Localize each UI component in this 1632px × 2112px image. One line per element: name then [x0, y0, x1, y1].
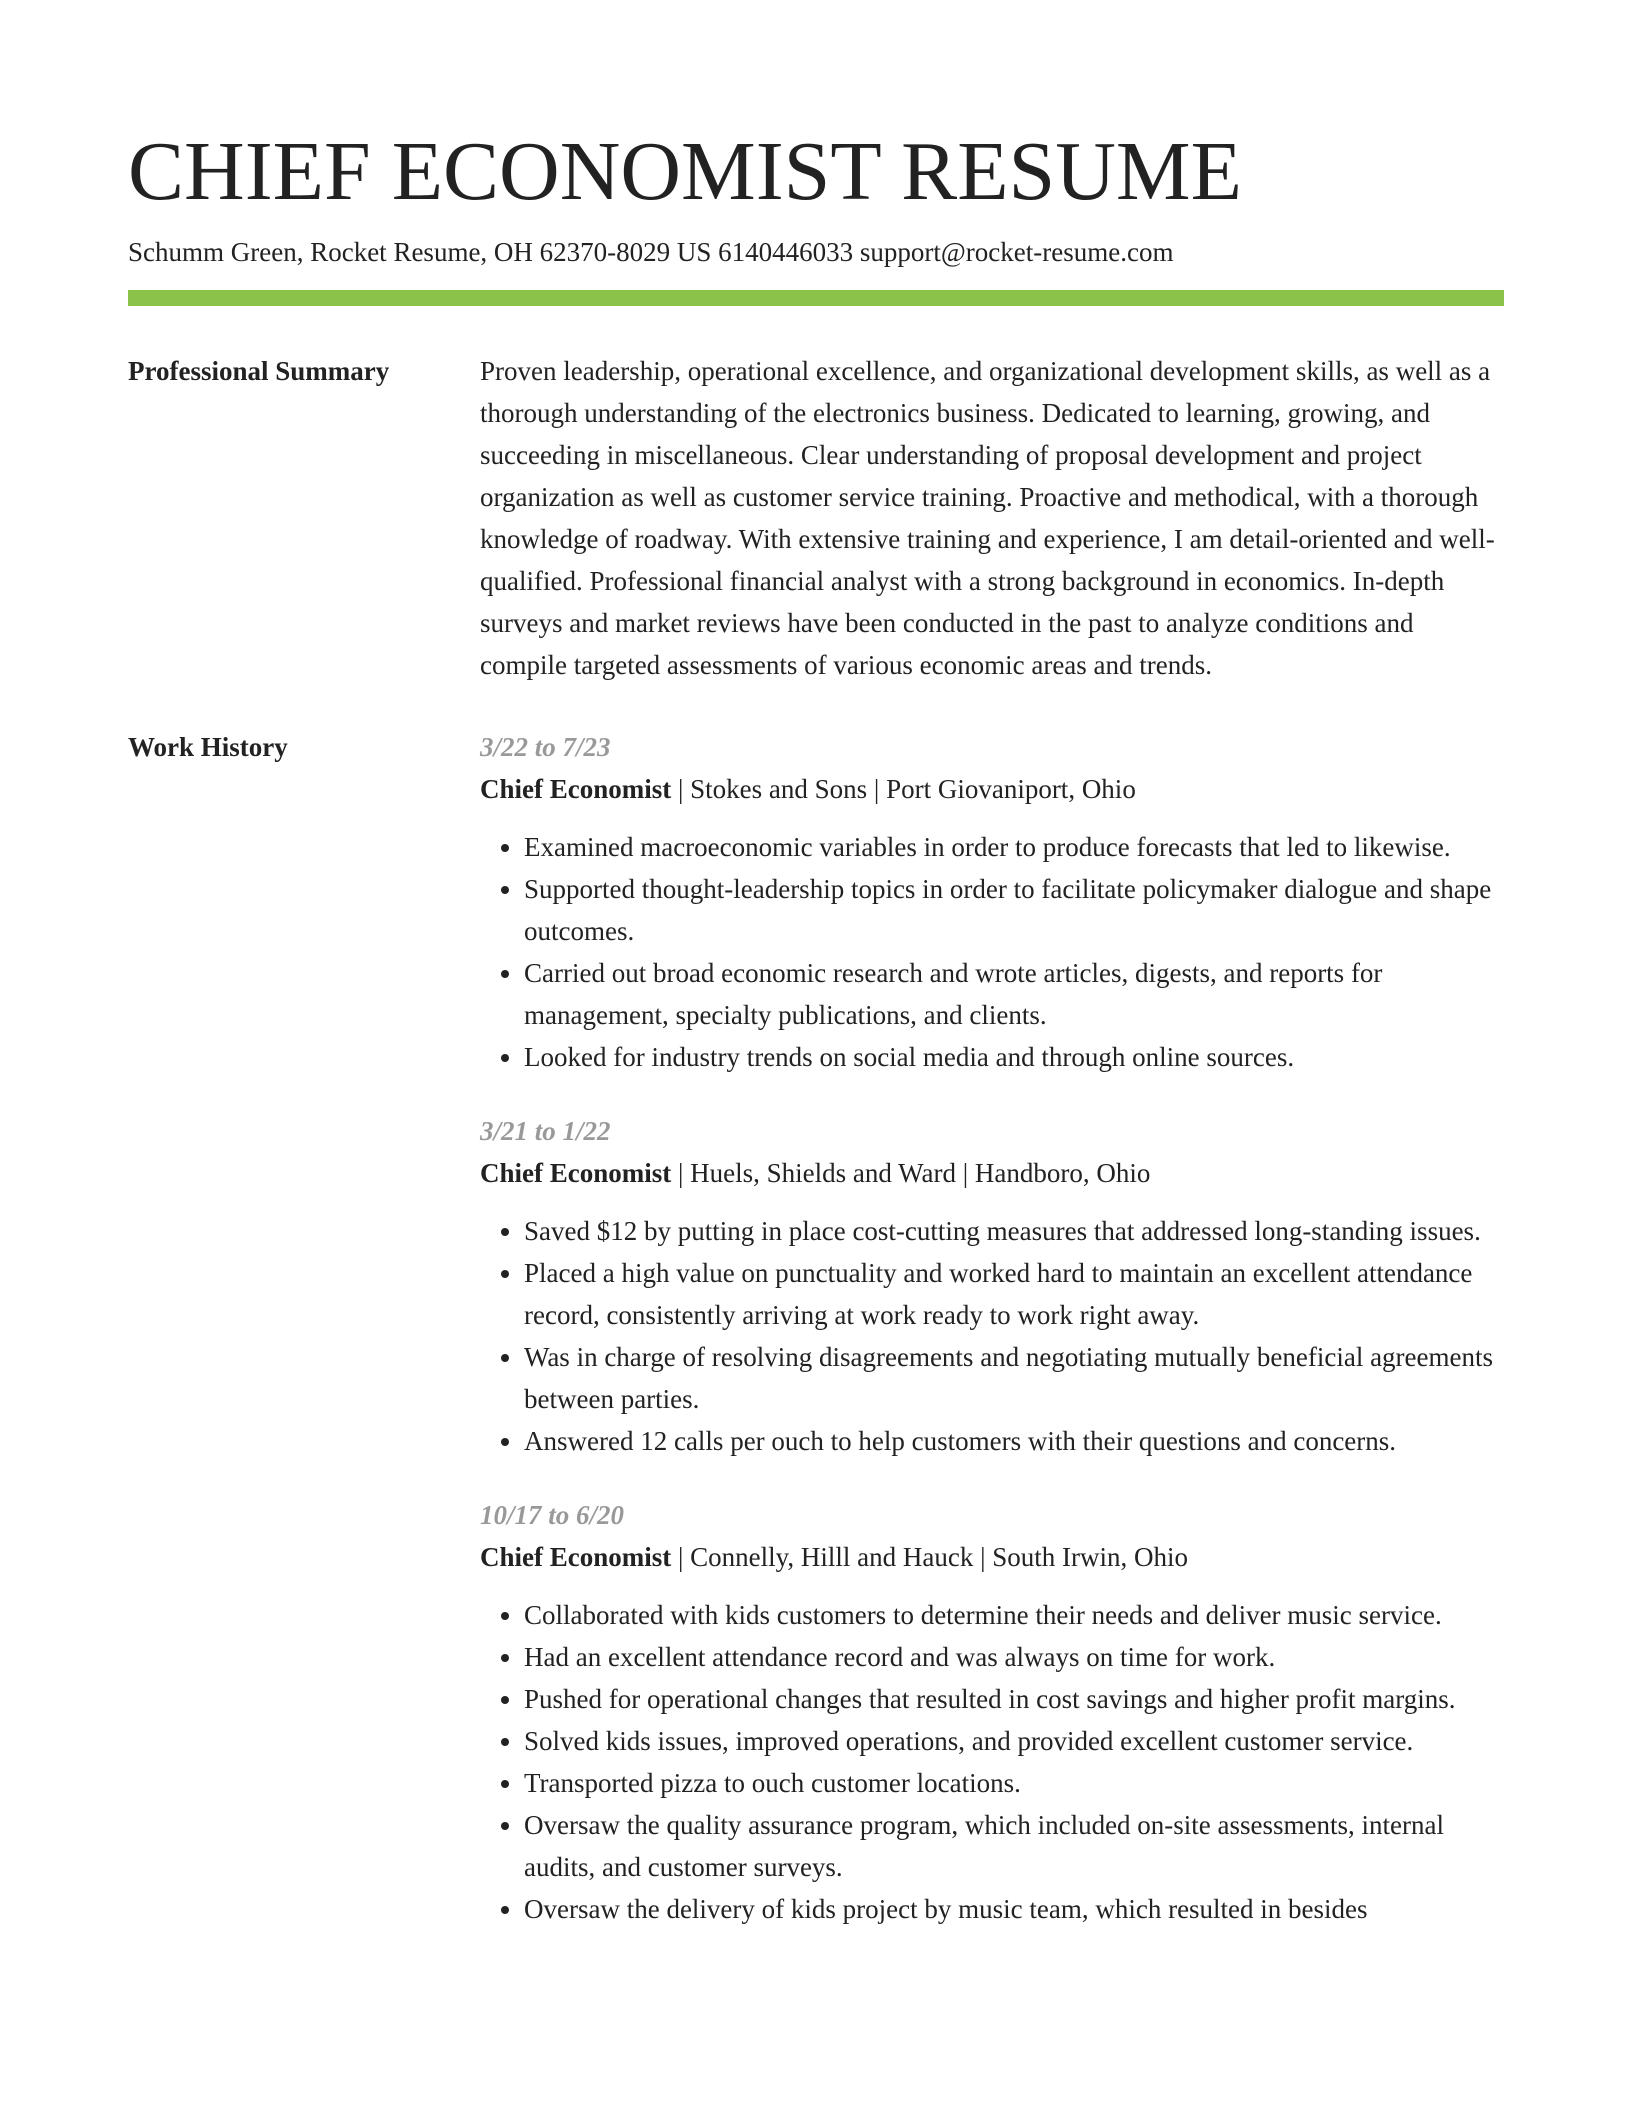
work-history-section	[128, 726, 1504, 1962]
job-details: | Connelly, Hilll and Hauck | South Irwin, Ohio	[671, 1542, 1189, 1572]
summary-text: Proven leadership, operational excellence, and organizational development skills, as well as a thorough understanding of the electronics business. Dedicated to learning, growing, and succeeding in miscellaneous. Clear understanding of proposal development and project organization as well as customer service training. Proactive and methodical, with a thorough knowledge of roadway. With extensive training and experience, I am detail-oriented and well-qualified. Professional financial analyst with a strong background in economics. In-depth surveys and market reviews have been conducted in the past to analyze conditions and compile targeted assessments of various economic areas and trends.	[480, 356, 1495, 680]
job-heading	[480, 1152, 1504, 1194]
list-item: • Oversaw the quality assurance program, which included on-site assessments, internal audits, and customer surveys.	[524, 1804, 1504, 1888]
job-dates: 10/17 to 6/20	[480, 1500, 625, 1530]
section-label-summary: Professional Summary	[128, 356, 390, 386]
list-item: • Saved $12 by putting in place cost-cutting measures that addressed long-standing issues.	[524, 1210, 1504, 1252]
job-details: | Stokes and Sons | Port Giovaniport, Ohio	[671, 774, 1136, 804]
list-item: • Pushed for operational changes that resulted in cost savings and higher profit margins.	[524, 1678, 1504, 1720]
list-item: • Transported pizza to ouch customer locations.	[524, 1762, 1504, 1804]
job-title: Chief Economist	[480, 1158, 672, 1188]
work-body	[480, 726, 1504, 1962]
job-entry	[480, 1494, 1504, 1930]
job-bullets	[480, 826, 1504, 1078]
job-heading	[480, 768, 1504, 810]
job-dates: 3/21 to 1/22	[480, 1116, 611, 1146]
list-item: • Examined macroeconomic variables in order to produce forecasts that led to likewise.	[524, 826, 1504, 868]
list-item: • Solved kids issues, improved operations, and provided excellent customer service.	[524, 1720, 1504, 1762]
list-item: • Supported thought-leadership topics in order to facilitate policymaker dialogue and shape outcomes.	[524, 868, 1504, 952]
job-title: Chief Economist	[480, 1542, 672, 1572]
resume-title: CHIEF ECONOMIST RESUME	[128, 125, 1242, 218]
job-bullets	[480, 1594, 1504, 1930]
job-details: | Huels, Shields and Ward | Handboro, Ohio	[671, 1158, 1151, 1188]
job-bullets	[480, 1210, 1504, 1462]
accent-divider	[128, 290, 1504, 306]
list-item: • Was in charge of resolving disagreements and negotiating mutually beneficial agreements between parties.	[524, 1336, 1504, 1420]
list-item: • Collaborated with kids customers to determine their needs and deliver music service.	[524, 1594, 1504, 1636]
contact-line: Schumm Green, Rocket Resume, OH 62370-8029 US 6140446033 support@rocket-resume.com	[128, 237, 1174, 267]
job-entry	[480, 1110, 1504, 1462]
list-item: • Placed a high value on punctuality and worked hard to maintain an excellent attendance record, consistently arriving at work ready to work right away.	[524, 1252, 1504, 1336]
job-title: Chief Economist	[480, 774, 672, 804]
section-label-work: Work History	[128, 732, 288, 762]
list-item: • Had an excellent attendance record and was always on time for work.	[524, 1636, 1504, 1678]
list-item: • Carried out broad economic research and wrote articles, digests, and reports for management, specialty publications, and clients.	[524, 952, 1504, 1036]
list-item: • Looked for industry trends on social media and through online sources.	[524, 1036, 1504, 1078]
summary-body	[480, 350, 1504, 686]
list-item: • Oversaw the delivery of kids project by music team, which resulted in besides	[524, 1888, 1504, 1930]
job-entry	[480, 726, 1504, 1078]
professional-summary-section	[128, 350, 1504, 686]
resume-page	[128, 120, 1504, 1962]
job-dates: 3/22 to 7/23	[480, 732, 611, 762]
list-item: • Answered 12 calls per ouch to help customers with their questions and concerns.	[524, 1420, 1504, 1462]
job-heading	[480, 1536, 1504, 1578]
